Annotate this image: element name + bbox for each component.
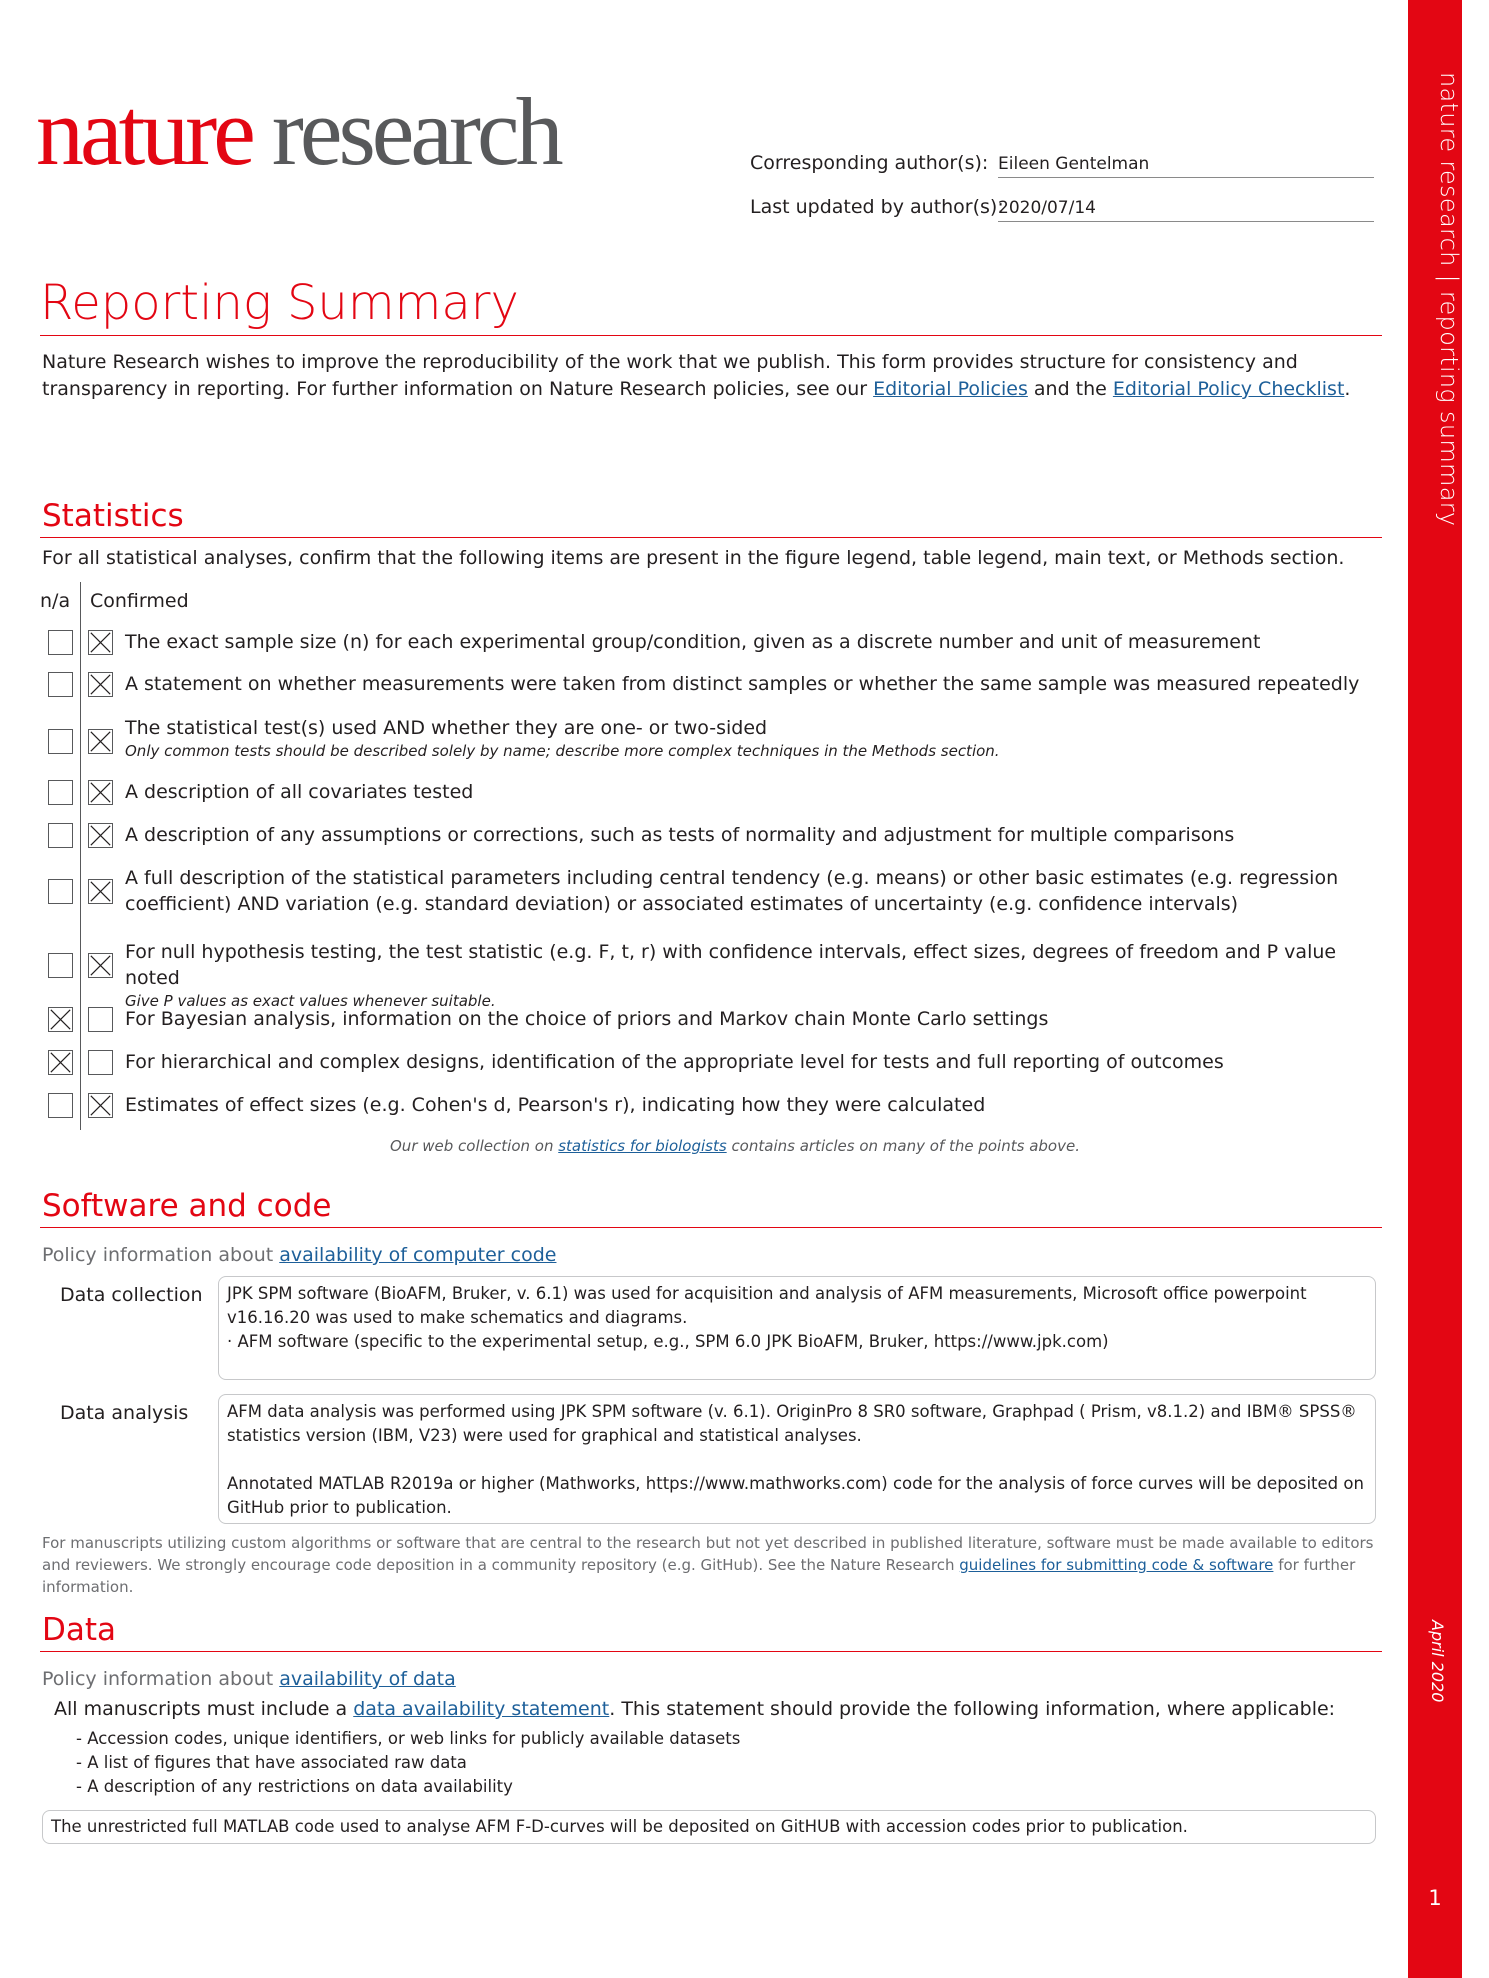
data-collection-text-1: JPK SPM software (BioAFM, Bruker, v. 6.1) was used for acquisition and analysis of AFM measurements, Microsoft office powerpoint v16.16.20 was used to make schematics and diagrams. (227, 1284, 1307, 1327)
editorial-policies-link[interactable]: Editorial Policies (873, 378, 1028, 400)
na-checkbox[interactable] (48, 780, 73, 805)
footnote-text-end: contains articles on many of the points above. (726, 1137, 1080, 1155)
confirmed-checkbox[interactable] (88, 1007, 113, 1032)
sidebar-title: nature research | reporting summary (1435, 72, 1463, 527)
software-policy-line (42, 1244, 556, 1266)
statistics-heading: Statistics (42, 498, 184, 534)
column-divider (80, 582, 81, 1130)
software-rule (40, 1227, 1382, 1228)
checklist-item-label: A full description of the statistical parameters including central tendency (e.g. means) or other basic estimates (e.g. regression coefficient) AND variation (e.g. standard deviation) or associated estimates of uncertainty (e.g. confidence intervals) (125, 867, 1339, 915)
page-number: 1 (1428, 1886, 1442, 1910)
data-requirements-list (76, 1727, 740, 1799)
data-policy-line (42, 1668, 456, 1690)
na-checkbox[interactable] (48, 953, 73, 978)
checklist-item-text (125, 779, 1390, 805)
last-updated-field[interactable]: 2020/07/14 (998, 198, 1374, 222)
nature-research-logo (36, 78, 560, 185)
data-analysis-text-1: AFM data analysis was performed using JPK SPM software (v. 6.1). OriginPro 8 SR0 software, Graphpad ( Prism, v8.1.2) and IBM® SPSS® statistics version (IBM, V23) were used for graphical and statistical analyses. (227, 1402, 1357, 1445)
last-updated-label: Last updated by author(s): (750, 196, 1004, 218)
data-collection-label: Data collection (60, 1284, 203, 1306)
confirmed-checkbox[interactable] (88, 1093, 113, 1118)
checklist-item-label: The exact sample size (n) for each experimental group/condition, given as a discrete number and unit of measurement (125, 631, 1261, 653)
checklist-item-note: Only common tests should be described solely by name; describe more complex techniques in the Methods section. (125, 742, 1000, 760)
footnote-text: Our web collection on (390, 1137, 559, 1155)
checklist-item-text (125, 865, 1390, 917)
na-column-header: n/a (40, 590, 71, 612)
checklist-item-label: For null hypothesis testing, the test statistic (e.g. F, t, r) with confidence intervals, effect sizes, degrees of freedom and P value noted (125, 941, 1337, 989)
confirmed-column-header: Confirmed (90, 590, 189, 612)
data-analysis-text-2: Annotated MATLAB R2019a or higher (Mathworks, https://www.mathworks.com) code for the analysis of force curves will be deposited on GitHub prior to publication. (227, 1474, 1364, 1517)
checklist-item-note: Give P values as exact values whenever suitable. (125, 992, 496, 1010)
code-guidelines-link[interactable]: guidelines for submitting code & software (959, 1556, 1274, 1574)
checklist-item-text (125, 1049, 1390, 1075)
na-checkbox[interactable] (48, 1007, 73, 1032)
list-item: - A list of figures that have associated raw data (76, 1753, 467, 1772)
checklist-item-text (125, 939, 1390, 1011)
intro-text-middle: and the (1027, 378, 1113, 400)
intro-text-end: . (1344, 378, 1351, 400)
checklist-item-label: For hierarchical and complex designs, identification of the appropriate level for tests and full reporting of outcomes (125, 1051, 1224, 1073)
statistics-rule (40, 537, 1382, 538)
data-analysis-label: Data analysis (60, 1402, 189, 1424)
data-analysis-field[interactable] (218, 1394, 1376, 1524)
confirmed-checkbox[interactable] (88, 780, 113, 805)
software-heading: Software and code (42, 1188, 332, 1224)
statistics-footnote (390, 1137, 1080, 1155)
data-intro-text-end: . This statement should provide the following information, where applicable: (609, 1698, 1336, 1720)
checklist-item-text (125, 671, 1390, 697)
statistics-intro: For all statistical analyses, confirm that the following items are present in the figure legend, table legend, main text, or Methods section. (42, 547, 1345, 569)
sidebar-date: April 2020 (1428, 1620, 1447, 1703)
intro-paragraph (42, 349, 1382, 403)
na-checkbox[interactable] (48, 823, 73, 848)
data-policy-text: Policy information about (42, 1668, 280, 1690)
checklist-item-label: For Bayesian analysis, information on the choice of priors and Markov chain Monte Carlo settings (125, 1008, 1049, 1030)
checklist-item-text (125, 715, 1390, 761)
statistics-for-biologists-link[interactable]: statistics for biologists (558, 1137, 727, 1155)
checklist-item-text (125, 1092, 1390, 1118)
confirmed-checkbox[interactable] (88, 672, 113, 697)
checklist-item-label: The statistical test(s) used AND whether they are one- or two-sided (125, 717, 768, 739)
confirmed-checkbox[interactable] (88, 953, 113, 978)
title-rule (40, 335, 1382, 336)
page-title: Reporting Summary (40, 275, 519, 331)
editorial-policy-checklist-link[interactable]: Editorial Policy Checklist (1112, 378, 1345, 400)
confirmed-checkbox[interactable] (88, 729, 113, 754)
data-collection-text-2: · AFM software (specific to the experimental setup, e.g., SPM 6.0 JPK BioAFM, Bruker, https://www.jpk.com) (227, 1332, 1109, 1351)
checklist-item-text (125, 629, 1390, 655)
data-heading: Data (42, 1612, 117, 1648)
computer-code-availability-link[interactable]: availability of computer code (279, 1244, 557, 1266)
software-note-text: For manuscripts utilizing custom algorithms or software that are central to the research but not yet described in published literature, software must be made available to editors and reviewers. We strongly encourage code deposition in a community repository (e.g. GitHub). See the Nature Research (42, 1534, 1374, 1574)
logo-word-research: research (271, 78, 560, 185)
data-intro-text: All manuscripts must include a (54, 1698, 354, 1720)
na-checkbox[interactable] (48, 672, 73, 697)
checklist-item-text (125, 1006, 1390, 1032)
na-checkbox[interactable] (48, 1050, 73, 1075)
confirmed-checkbox[interactable] (88, 823, 113, 848)
software-note (42, 1532, 1387, 1598)
software-note-end: for further information. (42, 1556, 1356, 1596)
confirmed-checkbox[interactable] (88, 630, 113, 655)
policy-text: Policy information about (42, 1244, 280, 1266)
data-rule (40, 1651, 1382, 1652)
confirmed-checkbox[interactable] (88, 1050, 113, 1075)
checklist-item-label: Estimates of effect sizes (e.g. Cohen's d, Pearson's r), indicating how they were calculated (125, 1094, 986, 1116)
corresponding-author-field[interactable]: Eileen Gentelman (998, 154, 1374, 178)
intro-text: Nature Research wishes to improve the reproducibility of the work that we publish. This form provides structure for consistency and transparency in reporting. For further information on Nature Research policies, see our (42, 351, 1298, 400)
na-checkbox[interactable] (48, 729, 73, 754)
data-availability-statement-link[interactable]: data availability statement (353, 1698, 610, 1720)
list-item: - A description of any restrictions on data availability (76, 1777, 513, 1796)
logo-word-nature: nature (36, 78, 252, 185)
confirmed-checkbox[interactable] (88, 879, 113, 904)
na-checkbox[interactable] (48, 630, 73, 655)
data-intro (54, 1698, 1335, 1720)
data-collection-field[interactable] (218, 1276, 1376, 1380)
data-availability-field[interactable]: The unrestricted full MATLAB code used to analyse AFM F-D-curves will be deposited on GitHUB with accession codes prior to publication. (42, 1810, 1376, 1844)
checklist-item-label: A statement on whether measurements were taken from distinct samples or whether the same sample was measured repeatedly (125, 673, 1360, 695)
na-checkbox[interactable] (48, 879, 73, 904)
data-availability-link[interactable]: availability of data (279, 1668, 456, 1690)
list-item: - Accession codes, unique identifiers, or web links for publicly available datasets (76, 1729, 741, 1748)
corresponding-author-label: Corresponding author(s): (750, 152, 989, 174)
na-checkbox[interactable] (48, 1093, 73, 1118)
checklist-item-label: A description of any assumptions or corrections, such as tests of normality and adjustment for multiple comparisons (125, 824, 1235, 846)
checklist-item-label: A description of all covariates tested (125, 781, 474, 803)
checklist-item-text (125, 822, 1390, 848)
